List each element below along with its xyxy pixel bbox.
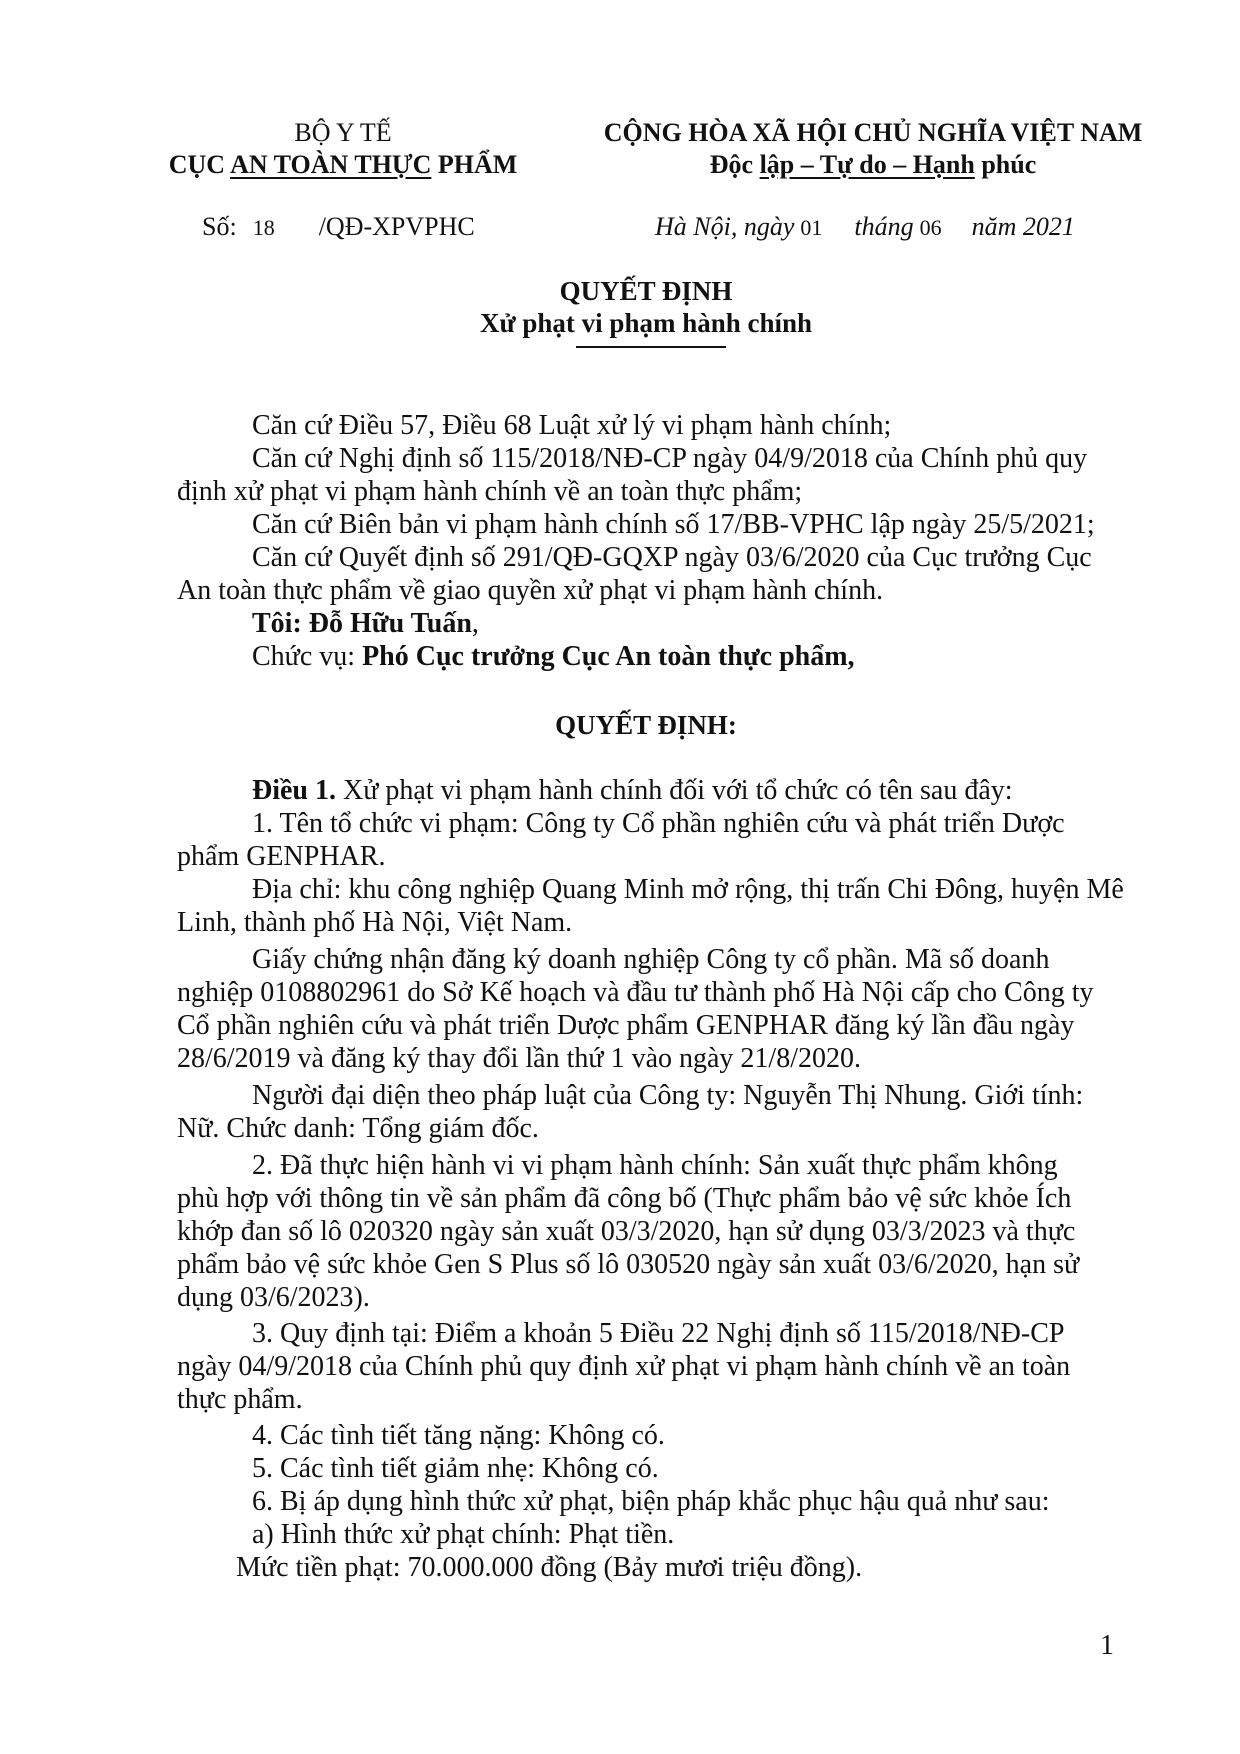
date-year: năm 2021: [971, 212, 1075, 241]
date-month-label: tháng: [854, 212, 914, 241]
signer-position: [252, 641, 855, 673]
document-number: [202, 212, 475, 242]
date-day: 01: [800, 215, 823, 240]
preamble-line-5: Căn cứ Quyết định số 291/QĐ-GQXP ngày 03/6/2020 của Cục trưởng Cục: [252, 542, 1092, 573]
preamble-line-6: An toàn thực phẩm về giao quyền xử phạt vi phạm hành chính.: [177, 575, 884, 606]
article-line: 6. Bị áp dụng hình thức xử phạt, biện pháp khắc phục hậu quả như sau:: [252, 1486, 1050, 1517]
agency-name: [169, 150, 518, 180]
signer-comma: ,: [471, 608, 479, 639]
article-line: Giấy chứng nhận đăng ký doanh nghiệp Công ty cổ phần. Mã số doanh: [252, 944, 1050, 975]
document-subtitle: Xử phạt vi phạm hành chính: [479, 308, 813, 338]
article-line: nghiệp 0108802961 do Sở Kế hoạch và đầu tư thành phố Hà Nội cấp cho Công ty: [177, 977, 1094, 1008]
preamble-line-4: Căn cứ Biên bản vi phạm hành chính số 17/BB-VPHC lập ngày 25/5/2021;: [252, 509, 1095, 540]
article-line: phù hợp với thông tin về sản phẩm đã công bố (Thực phẩm bảo vệ sức khỏe Ích: [177, 1183, 1072, 1214]
article-line: Địa chỉ: khu công nghiệp Quang Minh mở rộng, thị trấn Chi Đông, huyện Mê: [252, 874, 1124, 905]
article-1-label: Điều 1.: [252, 775, 336, 806]
date-place: Hà Nội, ngày: [655, 212, 795, 241]
document-date: [655, 212, 1075, 242]
preamble-line-3: định xử phạt vi phạm hành chính về an toàn thực phẩm;: [177, 476, 803, 507]
article-line: phẩm GENPHAR.: [177, 841, 386, 872]
article-line: Mức tiền phạt: 70.000.000 đồng (Bảy mươi triệu đồng).: [236, 1552, 863, 1583]
article-line: dụng 03/6/2023).: [177, 1282, 370, 1313]
motto-pre: Độc: [709, 150, 760, 179]
number-label: Số:: [202, 212, 237, 241]
number-value: 18: [252, 215, 275, 240]
article-line: 28/6/2019 và đăng ký thay đổi lần thứ 1 vào ngày 21/8/2020.: [177, 1043, 861, 1074]
position-value: Phó Cục trưởng Cục An toàn thực phẩm,: [362, 641, 855, 672]
article-line: phẩm bảo vệ sức khỏe Gen S Plus số lô 030520 ngày sản xuất 03/6/2020, hạn sử: [177, 1249, 1080, 1280]
agency-name-underlined: AN TOÀN THỰC: [230, 150, 432, 179]
title-underline: [576, 346, 726, 348]
country-name: CỘNG HÒA XÃ HỘI CHỦ NGHĨA VIỆT NAM: [603, 118, 1143, 147]
article-1-heading: [252, 775, 1013, 807]
signer-label: Tôi:: [252, 608, 309, 639]
article-line: 1. Tên tổ chức vi phạm: Công ty Cổ phần nghiên cứu và phát triển Dược: [252, 808, 1065, 839]
document-title: QUYẾT ĐỊNH: [559, 276, 733, 306]
preamble-line-1: Căn cứ Điều 57, Điều 68 Luật xử lý vi phạm hành chính;: [252, 410, 892, 441]
article-line: Người đại diện theo pháp luật của Công ty: Nguyễn Thị Nhung. Giới tính:: [252, 1080, 1084, 1111]
article-line: thực phẩm.: [177, 1384, 303, 1415]
page-number: 1: [1100, 1630, 1114, 1661]
signer-name: Đỗ Hữu Tuấn: [308, 608, 472, 639]
date-month: 06: [919, 215, 942, 240]
article-line: 5. Các tình tiết giảm nhẹ: Không có.: [252, 1453, 659, 1484]
motto-underlined: lập – Tự do – Hạnh: [759, 150, 975, 179]
article-line: 4. Các tình tiết tăng nặng: Không có.: [252, 1420, 665, 1451]
article-line: Cổ phần nghiên cứu và phát triển Dược phẩm GENPHAR đăng ký lần đầu ngày: [177, 1010, 1075, 1041]
motto-post: phúc: [974, 150, 1037, 179]
article-line: Linh, thành phố Hà Nội, Việt Nam.: [177, 907, 573, 938]
article-line: 2. Đã thực hiện hành vi vi phạm hành chính: Sản xuất thực phẩm không: [252, 1150, 1058, 1181]
article-line: Nữ. Chức danh: Tổng giám đốc.: [177, 1113, 539, 1144]
article-line: 3. Quy định tại: Điểm a khoản 5 Điều 22 Nghị định số 115/2018/NĐ-CP: [252, 1318, 1065, 1349]
ministry-name: BỘ Y TẾ: [294, 118, 392, 147]
preamble-line-2: Căn cứ Nghị định số 115/2018/NĐ-CP ngày 04/9/2018 của Chính phủ quy: [252, 443, 1088, 474]
position-label: Chức vụ:: [252, 641, 363, 672]
article-1-heading-text: Xử phạt vi phạm hành chính đối với tổ chức có tên sau đây:: [336, 775, 1013, 806]
article-line: khớp đan số lô 020320 ngày sản xuất 03/3/2020, hạn sử dụng 03/3/2023 và thực: [177, 1216, 1076, 1247]
national-motto: [710, 150, 1037, 180]
agency-name-pre: CỤC: [168, 150, 231, 179]
agency-name-post: PHẨM: [431, 150, 518, 179]
number-suffix: /QĐ-XPVPHC: [318, 212, 475, 241]
article-line: a) Hình thức xử phạt chính: Phạt tiền.: [252, 1519, 675, 1550]
decision-heading: QUYẾT ĐỊNH:: [555, 710, 737, 740]
signer: [252, 608, 479, 640]
article-line: ngày 04/9/2018 của Chính phủ quy định xử phạt vi phạm hành chính về an toàn: [177, 1351, 1071, 1382]
